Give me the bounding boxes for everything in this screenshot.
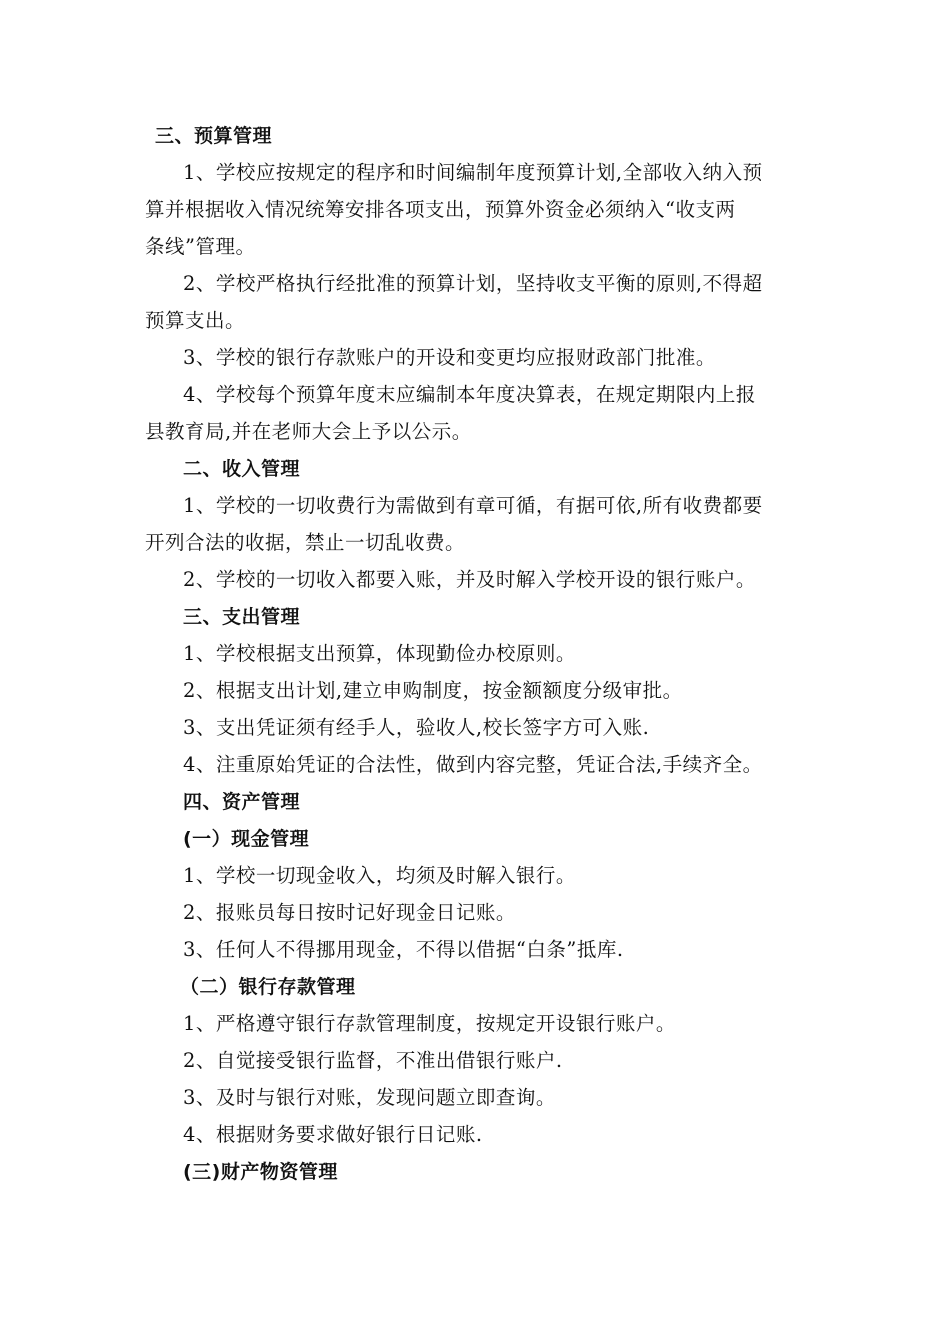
section-heading-income: 二、收入管理 [183,458,301,480]
paragraph-line: 3、学校的银行存款账户的开设和变更均应报财政部门批准。 [183,346,716,369]
paragraph-line: 3、及时与银行对账，发现问题立即查询。 [183,1086,556,1109]
subsection-heading-property: (三)财产物资管理 [183,1161,338,1183]
paragraph-line: 算并根据收入情况统筹安排各项支出，预算外资金必须纳入“收支两 [145,198,736,221]
paragraph-line: 2、学校的一切收入都要入账，并及时解入学校开设的银行账户。 [183,568,756,591]
paragraph-line: 开列合法的收据，禁止一切乱收费。 [145,531,466,554]
section-heading-expense: 三、支出管理 [183,606,301,628]
paragraph-line: 2、自觉接受银行监督，不准出借银行账户. [183,1049,563,1072]
section-heading-assets: 四、资产管理 [183,791,301,813]
paragraph-line: 1、学校根据支出预算，体现勤俭办校原则。 [183,642,576,665]
paragraph-line: 2、根据支出计划,建立申购制度，按金额额度分级审批。 [183,679,683,702]
paragraph-line: 1、学校的一切收费行为需做到有章可循，有据可依,所有收费都要 [183,494,763,517]
paragraph-line: 1、学校一切现金收入，均须及时解入银行。 [183,864,576,887]
section-heading-budget: 三、预算管理 [155,125,273,147]
paragraph-line: 4、根据财务要求做好银行日记账. [183,1123,483,1146]
subsection-heading-cash: (一）现金管理 [183,828,310,850]
paragraph-line: 2、报账员每日按时记好现金日记账。 [183,901,516,924]
paragraph-line: 3、任何人不得挪用现金，不得以借据“白条”抵库. [183,938,624,961]
paragraph-line: 4、注重原始凭证的合法性，做到内容完整，凭证合法,手续齐全。 [183,753,763,776]
subsection-heading-bank: （二）银行存款管理 [180,976,356,998]
paragraph-line: 县教育局,并在老师大会上予以公示。 [145,420,472,443]
paragraph-line: 条线”管理。 [145,235,256,258]
paragraph-line: 1、严格遵守银行存款管理制度，按规定开设银行账户。 [183,1012,676,1035]
paragraph-line: 4、学校每个预算年度末应编制本年度决算表，在规定期限内上报 [183,383,756,406]
paragraph-line: 2、学校严格执行经批准的预算计划，坚持收支平衡的原则,不得超 [183,272,763,295]
paragraph-line: 1、学校应按规定的程序和时间编制年度预算计划,全部收入纳入预 [183,161,763,184]
paragraph-line: 预算支出。 [145,309,246,332]
paragraph-line: 3、支出凭证须有经手人，验收人,校长签字方可入账. [183,716,650,739]
